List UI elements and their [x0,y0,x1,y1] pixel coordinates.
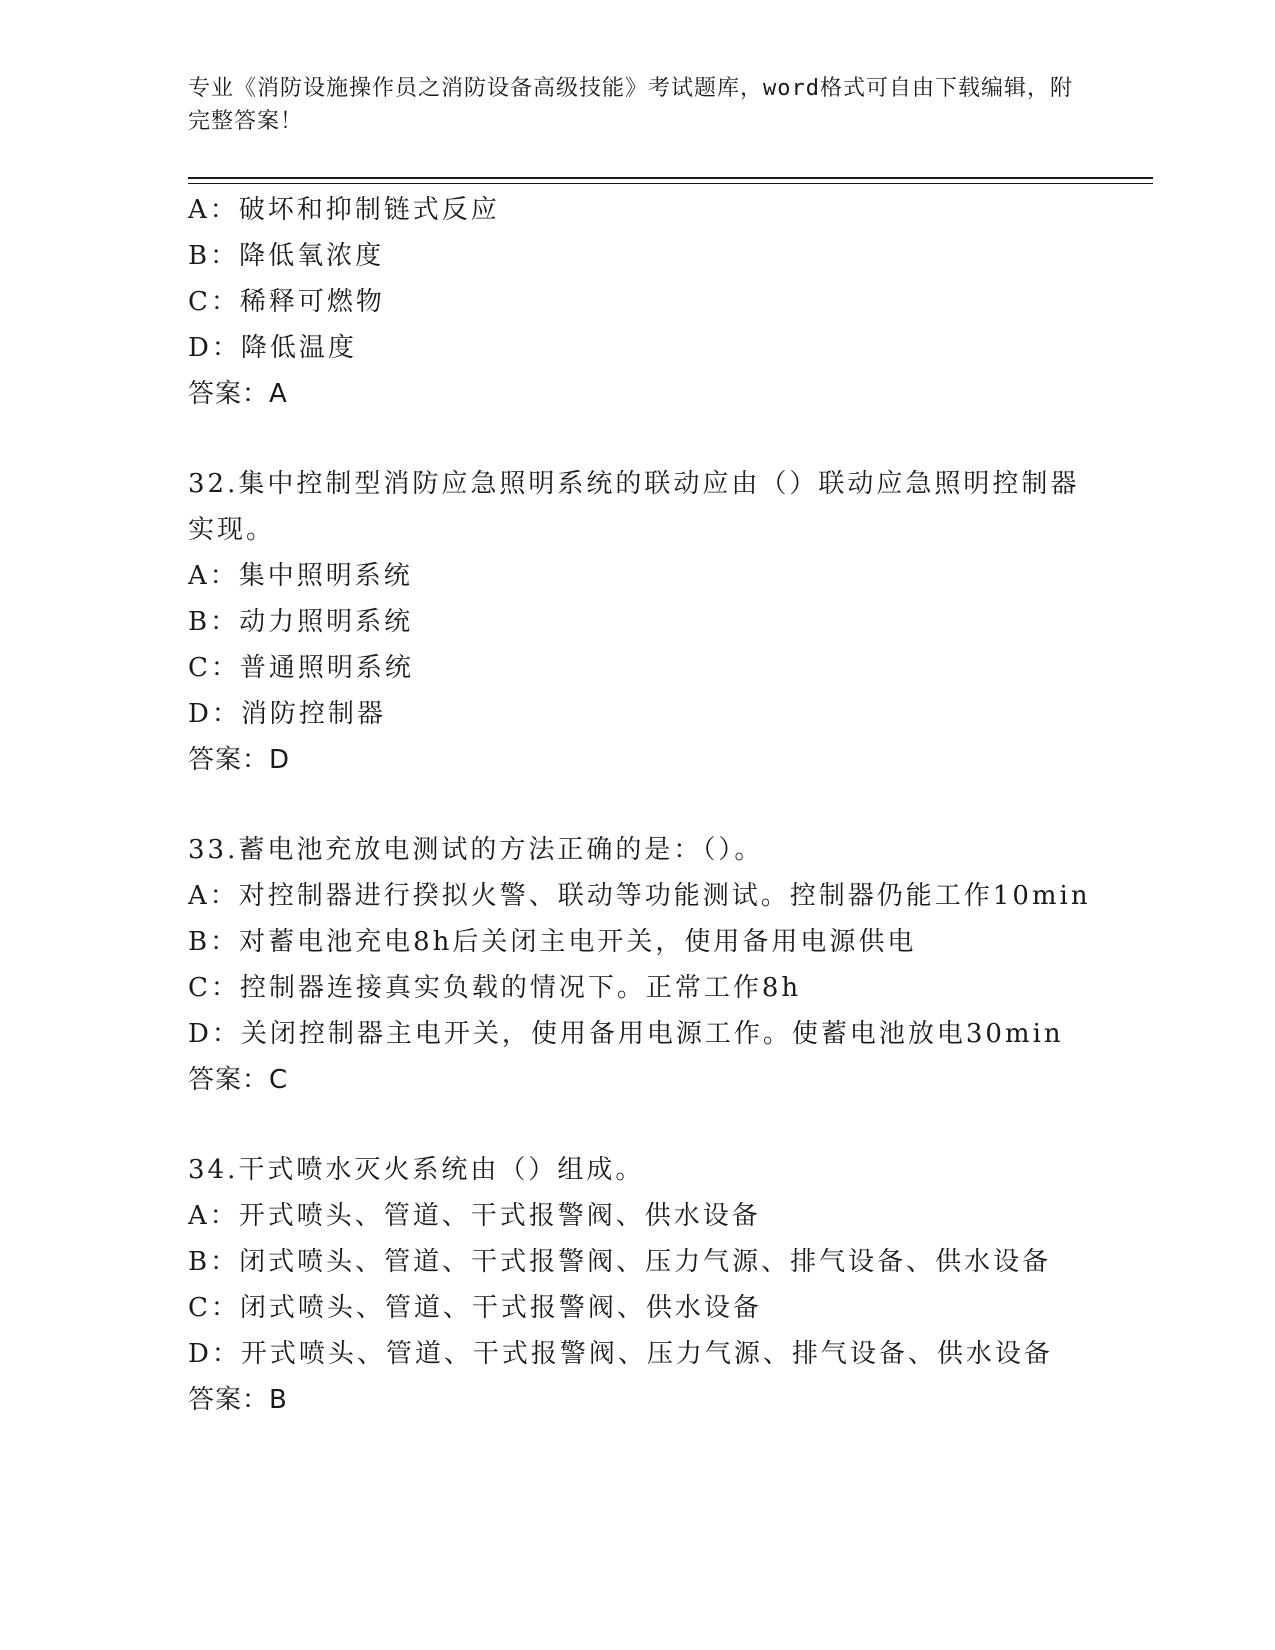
option-d: D：关闭控制器主电开关，使用备用电源工作。使蓄电池放电30min [188,1019,1064,1049]
document-intro: 专业《消防设施操作员之消防设备高级技能》考试题库，word格式可自由下载编辑，附完整答案！ [188,76,1073,134]
option-d: D：降低温度 [188,333,357,363]
question-stem: 34.干式喷水灭火系统由（）组成。 [188,1155,645,1185]
option-b: B：闭式喷头、管道、干式报警阀、压力气源、排气设备、供水设备 [188,1247,1052,1277]
option-c: C：稀释可燃物 [188,287,385,317]
answer-line: 答案：B [188,1385,288,1415]
answer-line: 答案：A [188,379,288,409]
question-33 [188,827,1091,1103]
option-b: B：动力照明系统 [188,607,414,637]
question-stem: 32.集中控制型消防应急照明系统的联动应由（）联动应急照明控制器 [188,469,1080,499]
answer-line: 答案：C [188,1065,289,1095]
question-32 [188,461,1088,783]
option-c: C：闭式喷头、管道、干式报警阀、供水设备 [188,1293,762,1323]
header-divider-thick [188,177,1153,179]
question-31-continuation [188,187,1088,417]
option-b: B：对蓄电池充电8h后关闭主电开关，使用备用电源供电 [188,927,917,957]
question-stem: 33.蓄电池充放电测试的方法正确的是：（）。 [188,835,764,865]
question-stem-continued: 实现。 [188,515,276,545]
option-d: D：开式喷头、管道、干式报警阀、压力气源、排气设备、供水设备 [188,1339,1053,1369]
option-a: A：开式喷头、管道、干式报警阀、供水设备 [188,1201,761,1231]
option-b: B：降低氧浓度 [188,241,385,271]
option-a: A：破坏和抑制链式反应 [188,195,500,225]
option-c: C：控制器连接真实负载的情况下。正常工作8h [188,973,802,1003]
header-divider-thin [188,183,1153,184]
answer-line: 答案：D [188,745,291,775]
option-a: A：集中照明系统 [188,561,413,591]
option-d: D：消防控制器 [188,699,386,729]
option-a: A：对控制器进行揆拟火警、联动等功能测试。控制器仍能工作10min [188,881,1091,911]
question-list [188,187,1091,1423]
option-c: C：普通照明系统 [188,653,414,683]
question-34 [188,1147,1088,1423]
